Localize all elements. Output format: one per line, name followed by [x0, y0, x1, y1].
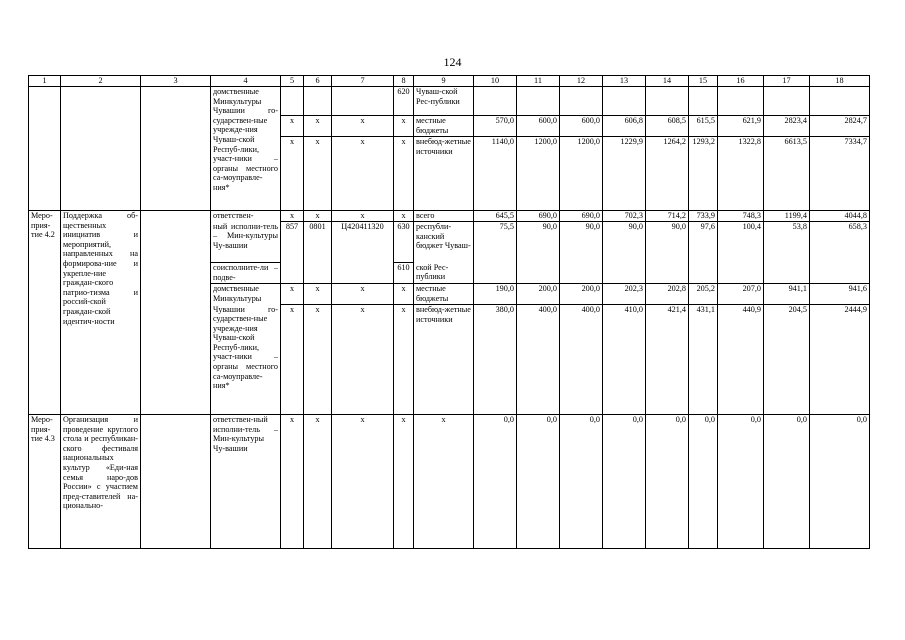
value-cell: 7334,7	[810, 137, 870, 211]
code-cell: 620	[394, 87, 414, 116]
header-cell: 16	[718, 76, 764, 87]
value-cell: 0,0	[689, 415, 718, 549]
table-row: x x x x внебюд-жетные источники 1140,0 1200,0 1200,0 1229,9 1264,2 1293,2 1322,8 6613,5 7334,7	[29, 137, 870, 211]
value-cell: 6613,5	[764, 137, 810, 211]
table-row: соисполните-ли – подве- 610 ской Рес-публики	[29, 263, 870, 284]
value-cell: 200,0	[560, 284, 603, 305]
header-cell: 10	[474, 76, 517, 87]
value-cell: 0,0	[646, 415, 689, 549]
value-cell: 90,0	[560, 222, 603, 284]
source-cell: всего	[414, 211, 474, 222]
value-cell: 90,0	[603, 222, 646, 284]
header-cell: 18	[810, 76, 870, 87]
header-cell: 8	[394, 76, 414, 87]
value-cell: 440,9	[718, 305, 764, 415]
value-cell: 202,8	[646, 284, 689, 305]
value-cell: 207,0	[718, 284, 764, 305]
value-cell: 941,6	[810, 284, 870, 305]
value-cell: 100,4	[718, 222, 764, 284]
header-cell: 2	[61, 76, 141, 87]
value-cell: 431,1	[689, 305, 718, 415]
value-cell: 1199,4	[764, 211, 810, 222]
value-cell: 714,2	[646, 211, 689, 222]
value-cell: 204,5	[764, 305, 810, 415]
header-row	[29, 76, 870, 87]
value-cell: 200,0	[517, 284, 560, 305]
value-cell: 1229,9	[603, 137, 646, 211]
value-cell: 190,0	[474, 284, 517, 305]
value-cell: 400,0	[560, 305, 603, 415]
table-row: Меро-прия-тие 4.2 Поддержка об-щественных инициатив и мероприятий, направленных на формирова-ние и укрепле-ние граждан-ского патрио-тизма и россий-ской граждан-ской идентич-ности ответствен- x x x x всего 645,5 690,0 690,0 702,3 714,2 733,9 748,3 1199,4 4044,8	[29, 211, 870, 222]
source-cell: внебюд-жетные источники	[414, 137, 474, 211]
value-cell: 621,9	[718, 116, 764, 137]
value-cell: 733,9	[689, 211, 718, 222]
value-cell: 606,8	[603, 116, 646, 137]
header-cell: 4	[211, 76, 281, 87]
header-cell: 1	[29, 76, 61, 87]
value-cell: 53,8	[764, 222, 810, 284]
executor-cell: ответствен-ный исполни-тель – Мин-культуры Чу-вашии	[211, 415, 281, 549]
budget-table	[28, 75, 870, 549]
value-cell: 2824,7	[810, 116, 870, 137]
value-cell: 1200,0	[560, 137, 603, 211]
value-cell: 690,0	[560, 211, 603, 222]
value-cell: 202,3	[603, 284, 646, 305]
value-cell: 570,0	[474, 116, 517, 137]
header-cell: 17	[764, 76, 810, 87]
header-cell: 12	[560, 76, 603, 87]
value-cell: 702,3	[603, 211, 646, 222]
value-cell: 0,0	[560, 415, 603, 549]
value-cell: 380,0	[474, 305, 517, 415]
value-cell: 658,3	[810, 222, 870, 284]
value-cell: 205,2	[689, 284, 718, 305]
source-cell: местные бюджеты	[414, 116, 474, 137]
value-cell: 645,5	[474, 211, 517, 222]
header-cell: 14	[646, 76, 689, 87]
event-title-cell: Организация и проведение круглого стола и республикан-ского фестиваля национальных культур «Еди-ная семья наро-дов России» с участием пред-ставителей на-ционально-	[61, 415, 141, 549]
participants-cell: домственные Минкультуры Чувашии го-сударствен-ные учрежде-ния Чуваш-ской Респуб-лики, участ-ники – органы местного са-моуправле-ния*	[211, 87, 281, 211]
header-cell: 7	[332, 76, 394, 87]
value-cell: 1200,0	[517, 137, 560, 211]
value-cell: 90,0	[646, 222, 689, 284]
header-cell: 5	[281, 76, 304, 87]
value-cell: 97,6	[689, 222, 718, 284]
value-cell: 90,0	[517, 222, 560, 284]
header-cell: 13	[603, 76, 646, 87]
source-cell: местные бюджеты	[414, 284, 474, 305]
value-cell: 75,5	[474, 222, 517, 284]
value-cell: 690,0	[517, 211, 560, 222]
event-title-cell: Поддержка об-щественных инициатив и мероприятий, направленных на формирова-ние и укрепле-ние граждан-ского патрио-тизма и россий-ской граждан-ской идентич-ности	[61, 211, 141, 415]
value-cell: 0,0	[603, 415, 646, 549]
value-cell: 1293,2	[689, 137, 718, 211]
event-id-cell: Меро-прия-тие 4.2	[29, 211, 61, 415]
table-row: Меро-прия-тие 4.3 Организация и проведение круглого стола и республикан-ского фестиваля национальных культур «Еди-ная семья наро-дов России» с участием пред-ставителей на-ционально- ответствен-ный исполни-тель – Мин-культуры Чу-вашии x x x x x 0,0 0,0 0,0 0,0 0,0 0,0 0,0 0,0 0,0	[29, 415, 870, 549]
page-number: 124	[443, 55, 462, 69]
table-row: x x x x местные бюджеты 570,0 600,0 600,0 606,8 608,5 615,5 621,9 2823,4 2824,7	[29, 116, 870, 137]
header-cell: 6	[304, 76, 332, 87]
header-cell: 9	[414, 76, 474, 87]
table-row: домственные Минкультуры x x x x местные бюджеты 190,0 200,0 200,0 202,3 202,8 205,2 207,0 941,1 941,6	[29, 284, 870, 305]
value-cell: 1140,0	[474, 137, 517, 211]
value-cell: 4044,8	[810, 211, 870, 222]
value-cell: 608,5	[646, 116, 689, 137]
value-cell: 400,0	[517, 305, 560, 415]
value-cell: 2444,9	[810, 305, 870, 415]
source-cell: внебюд-жетные источники	[414, 305, 474, 415]
table-row	[29, 87, 870, 116]
header-cell: 3	[141, 76, 211, 87]
value-cell: 421,4	[646, 305, 689, 415]
value-cell: 1264,2	[646, 137, 689, 211]
value-cell: 0,0	[517, 415, 560, 549]
value-cell: 1322,8	[718, 137, 764, 211]
value-cell: 2823,4	[764, 116, 810, 137]
value-cell: 600,0	[560, 116, 603, 137]
table-row: ный исполни-тель – Мин-культуры Чу-вашии 857 0801 Ц420411320 630 республи-канский бюджет Чуваш- 75,5 90,0 90,0 90,0 90,0 97,6 100,4 53,8 658,3	[29, 222, 870, 263]
value-cell: 941,1	[764, 284, 810, 305]
source-cell: Чуваш-ской Рес-публики	[414, 87, 474, 116]
table-row: Чувашии го-сударствен-ные учрежде-ния Чуваш-ской Респуб-лики, участ-ники – органы местного са-моуправле-ния* x x x x внебюд-жетные источники 380,0 400,0 400,0 410,0 421,4 431,1 440,9 204,5 2444,9	[29, 305, 870, 415]
value-cell: 0,0	[810, 415, 870, 549]
value-cell: 615,5	[689, 116, 718, 137]
source-cell: республи-канский бюджет Чуваш-	[414, 222, 474, 263]
value-cell: 0,0	[764, 415, 810, 549]
value-cell: 0,0	[474, 415, 517, 549]
value-cell: 600,0	[517, 116, 560, 137]
event-id-cell: Меро-прия-тие 4.3	[29, 415, 61, 549]
header-cell: 15	[689, 76, 718, 87]
value-cell: 410,0	[603, 305, 646, 415]
value-cell: 748,3	[718, 211, 764, 222]
value-cell: 0,0	[718, 415, 764, 549]
header-cell: 11	[517, 76, 560, 87]
